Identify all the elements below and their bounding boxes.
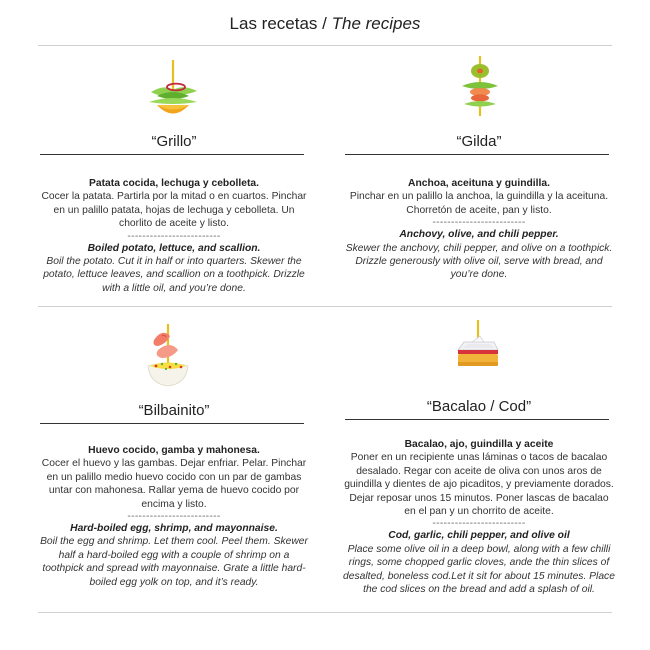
recipe-title-bilbainito: “Bilbainito” <box>138 402 210 419</box>
recipe-title-underline <box>345 419 609 420</box>
recipe-body-bilbainito <box>38 444 310 589</box>
recipe-en-text: Skewer the anchovy, chili pepper, and olive on a toothpick. Drizzle generously with olive oil, serve with bread, and you’re done. <box>345 242 613 281</box>
recipe-body-grillo <box>38 177 310 295</box>
recipe-title-underline <box>345 154 609 155</box>
recipe-separator: ------------------------- <box>127 230 221 242</box>
recipe-es-text: Cocer el huevo y las gambas. Dejar enfriar. Pelar. Pinchar en un palillo medio huevo cocido con un par de gambas untar con mahonesa. Rallar yema de huevo cocido por encima y listo. <box>41 458 307 510</box>
page-title-en: The recipes <box>331 14 421 33</box>
recipe-es-text: Pinchar en un palillo la anchoa, la guindilla y la aceituna. Chorretón de aceite, pan y listo. <box>349 191 609 216</box>
recipe-separator: ------------------------- <box>127 511 221 523</box>
recipe-es-heading: Patata cocida, lechuga y cebolleta. <box>89 178 259 189</box>
bilbainito-pintxo-illustration <box>140 322 196 392</box>
recipe-en-text: Boil the potato. Cut it in half or into quarters. Skewer the potato, lettuce leaves, and scallion on a toothpick. Drizzle with a little oil, and you’re done. <box>43 256 305 294</box>
grillo-pintxo-illustration <box>143 58 203 124</box>
page-title-es: Las recetas / <box>229 14 332 33</box>
recipe-en-text: Place some olive oil in a deep bowl, along with a few chilli rings, some chopped garlic cloves, ande the thin slices of desalted, boneless cod.Let it sit for about 15 minutes. Place the cod slices on the bread and add a splash of oil. <box>343 543 615 596</box>
recipe-title-underline <box>40 423 304 424</box>
bacalao-pintxo-illustration <box>450 318 506 380</box>
recipe-en-heading: Boiled potato, lettuce, and scallion. <box>87 242 261 254</box>
recipe-es-heading: Huevo cocido, gamba y mahonesa. <box>88 445 260 456</box>
recipe-separator: ------------------------- <box>432 518 526 530</box>
recipe-en-heading: Cod, garlic, chili pepper, and olive oil <box>388 530 570 542</box>
recipe-es-text: Poner en un recipiente unas láminas o tacos de bacalao desalado. Regar con aceite de oliva con unos aros de guindilla y dientes de ajo picaditos, y previamente dorados. Dejar reposar unos 15 minutos. Poner lascas de bacalao en el pan y un chorrito de aceite. <box>344 452 614 518</box>
recipe-en-text: Boil the egg and shrimp. Let them cool. Peel them. Skewer half a hard-boiled egg with a couple of shrimp on a toothpick and spread with mayonnaise. Grate a little hard-boiled egg yolk on top, and it’s ready. <box>40 536 308 588</box>
gilda-pintxo-illustration <box>456 54 504 120</box>
middle-divider <box>38 306 612 307</box>
recipe-en-heading: Anchovy, olive, and chili pepper. <box>399 229 559 241</box>
bottom-divider <box>38 612 612 613</box>
page-title <box>0 14 650 34</box>
recipe-body-gilda <box>343 177 615 282</box>
recipe-body-bacalao <box>343 438 615 596</box>
recipe-title-bacalao: “Bacalao / Cod” <box>426 398 532 415</box>
recipe-separator: ------------------------- <box>432 217 526 229</box>
recipe-es-text: Cocer la patata. Partirla por la mitad o en cuartos. Pinchar en un palillo patata, hojas de lechuga y cebolleta. Un chorlito de aceite y listo. <box>41 191 307 230</box>
recipe-es-heading: Anchoa, aceituna y guindilla. <box>408 178 550 189</box>
recipe-title-gilda: “Gilda” <box>456 133 502 150</box>
recipe-en-heading: Hard-boiled egg, shrimp, and mayonnaise. <box>70 523 278 535</box>
recipe-title-grillo: “Grillo” <box>151 133 197 150</box>
recipe-es-heading: Bacalao, ajo, guindilla y aceite <box>404 439 554 450</box>
recipe-title-underline <box>40 154 304 155</box>
top-divider <box>38 45 612 46</box>
